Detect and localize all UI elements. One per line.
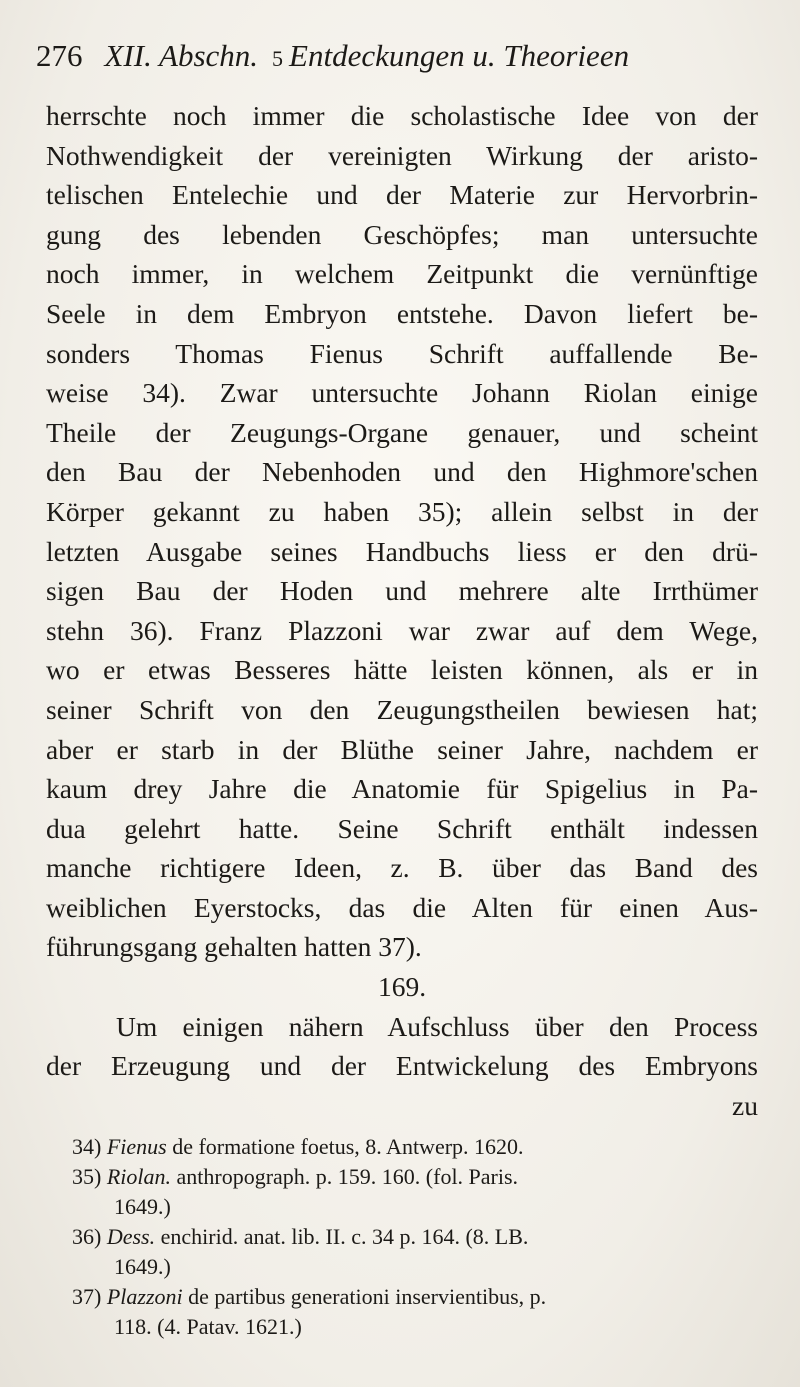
footnote-continuation: 118. (4. Patav. 1621.)	[114, 1314, 302, 1339]
footnote-number: 34)	[72, 1134, 102, 1159]
section-label: XII. Abschn.	[104, 38, 259, 73]
text-line: Nothwendigkeit der vereinigten Wirkung der aristo-	[46, 139, 758, 171]
text-line: weiblichen Eyerstocks, das die Alten für einen Aus-	[46, 891, 758, 923]
section-number: 169.	[377, 971, 427, 1003]
footnote-text: enchirid. anat. lib. II. c. 34 p. 164. (8. LB.	[160, 1224, 529, 1249]
text-line: wo er etwas Besseres hätte leisten können, als er in	[46, 654, 758, 686]
text-line: gung des lebenden Geschöpfes; man untersuchte	[46, 218, 758, 250]
text-line: noch immer, in welchem Zeitpunkt die vernünftige	[46, 258, 758, 290]
text-line: herrschte noch immer die scholastische Idee von der	[46, 100, 758, 131]
footnote-author: Fienus	[106, 1134, 167, 1159]
running-header	[36, 38, 760, 74]
text-line: den Bau der Nebenhoden und den Highmore'schen	[46, 456, 758, 488]
footnote-text: de partibus generationi inservientibus, p.	[188, 1284, 547, 1309]
text-line: sigen Bau der Hoden und mehrere alte Irrthümer	[46, 575, 758, 607]
running-title: Entdeckungen u. Theorieen	[289, 38, 630, 73]
text-line: der Erzeugung und der Entwickelung des Embryons	[46, 1050, 758, 1082]
footnote-continuation: 1649.)	[114, 1254, 171, 1279]
text-line: manche richtigere Ideen, z. B. über das Band des	[46, 852, 758, 884]
text-line: kaum drey Jahre die Anatomie für Spigelius in Pa-	[46, 773, 758, 805]
text-line: stehn 36). Franz Plazzoni war zwar auf dem Wege,	[46, 614, 758, 646]
footnote-author: Riolan.	[106, 1164, 171, 1189]
signature-marker: 5	[272, 46, 284, 71]
footnote-text: de formatione foetus, 8. Antwerp. 1620.	[172, 1134, 524, 1159]
footnote	[72, 1282, 762, 1342]
text-line: seiner Schrift von den Zeugungstheilen bewiesen hat;	[46, 693, 758, 725]
catchword: zu	[732, 1089, 758, 1121]
footnote-number: 37)	[72, 1284, 102, 1309]
text-line: führungsgang gehalten hatten 37).	[46, 931, 422, 963]
text-line: Seele in dem Embryon entstehe. Davon liefert be-	[46, 297, 758, 329]
text-line: aber er starb in der Blüthe seiner Jahre, nachdem er	[46, 733, 758, 765]
text-line: dua gelehrt hatte. Seine Schrift enthält indessen	[46, 812, 758, 844]
footnote	[72, 1132, 762, 1162]
text-line: weise 34). Zwar untersuchte Johann Riolan einige	[46, 377, 758, 409]
footnote-number: 35)	[72, 1164, 102, 1189]
footnote	[72, 1222, 762, 1282]
main-text	[46, 96, 758, 1125]
text-line: sonders Thomas Fienus Schrift auffallende Be-	[46, 337, 758, 369]
footnote	[72, 1162, 762, 1222]
footnote-text: anthropograph. p. 159. 160. (fol. Paris.	[176, 1164, 519, 1189]
page-number: 276	[36, 38, 83, 73]
footnotes	[72, 1132, 762, 1342]
text-line: Um einigen nähern Aufschluss über den Process	[116, 1010, 758, 1042]
text-line: Körper gekannt zu haben 35); allein selbst in der	[46, 495, 758, 527]
footnote-author: Plazzoni	[106, 1284, 183, 1309]
text-line: letzten Ausgabe seines Handbuchs liess er den drü-	[46, 535, 758, 567]
footnote-continuation: 1649.)	[114, 1194, 171, 1219]
footnote-number: 36)	[72, 1224, 102, 1249]
text-line: Theile der Zeugungs-Organe genauer, und scheint	[46, 416, 758, 448]
text-line: telischen Entelechie und der Materie zur Hervorbrin-	[46, 179, 758, 211]
footnote-author: Dess.	[106, 1224, 156, 1249]
